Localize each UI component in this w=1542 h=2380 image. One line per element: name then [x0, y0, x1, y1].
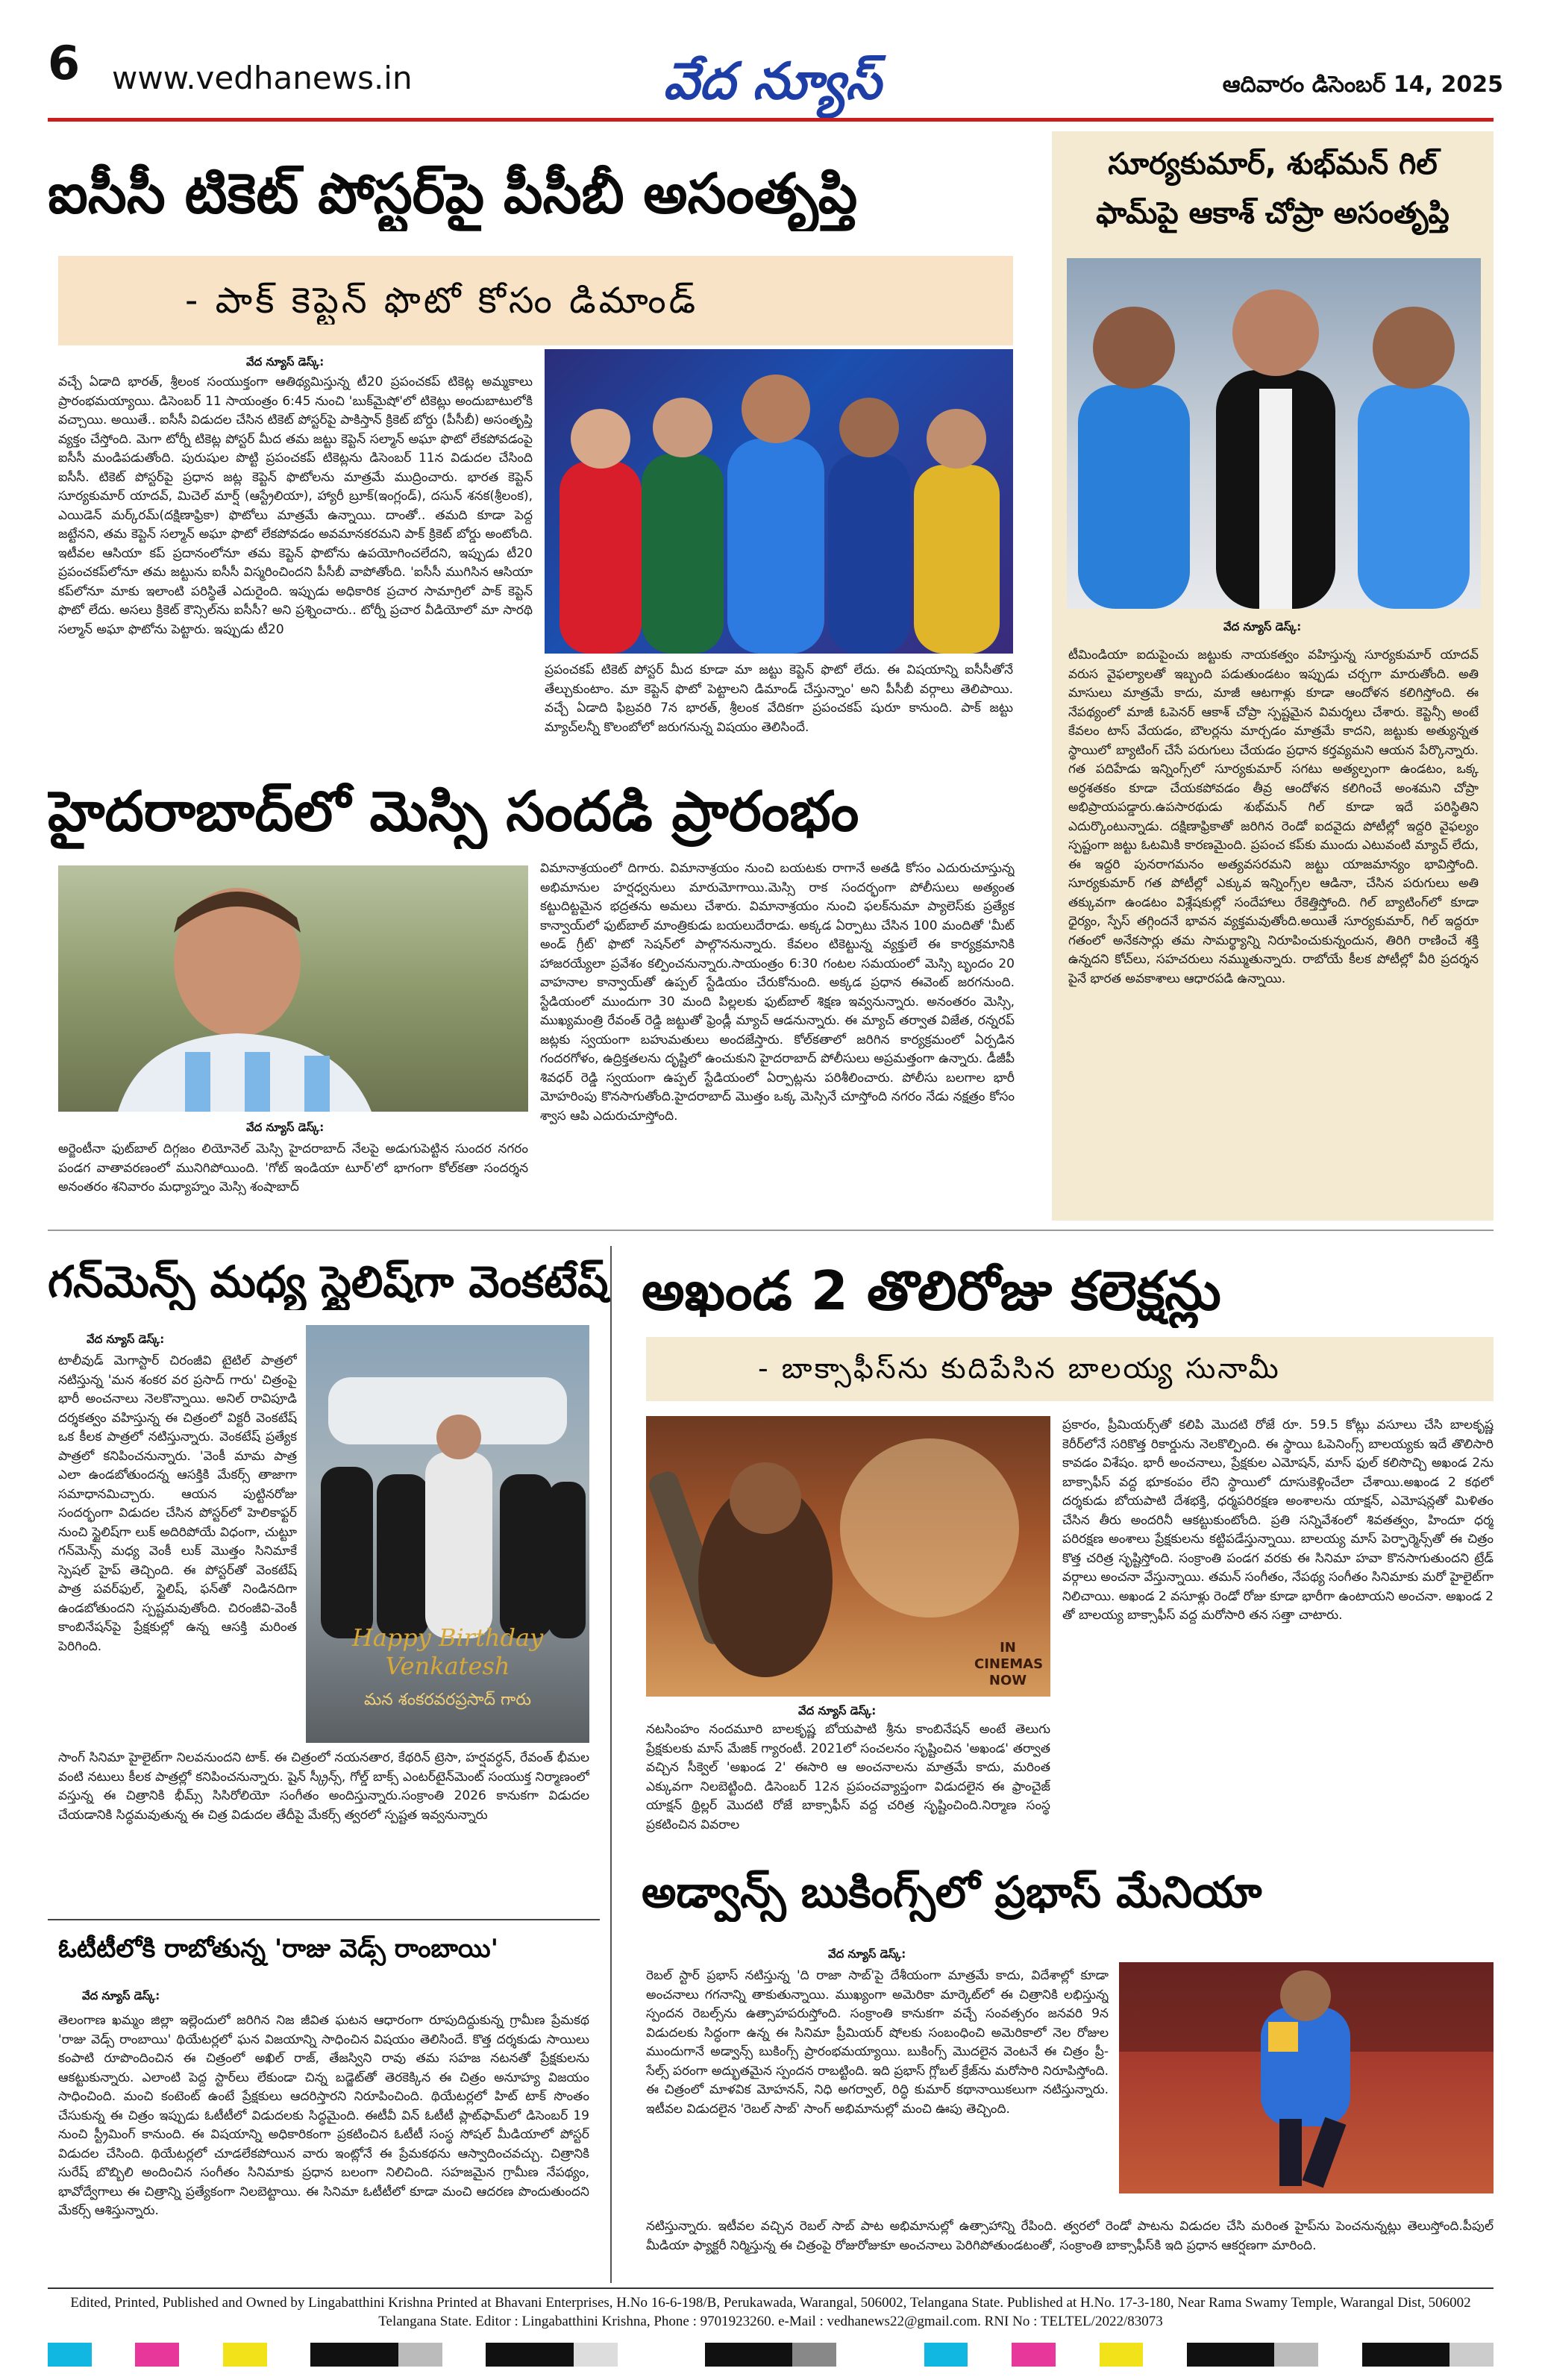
issue-date: ఆదివారం డిసెంబర్ 14, 2025: [1222, 72, 1503, 98]
story2-desk-credit: వేద న్యూస్ డెస్క్:: [246, 1121, 325, 1134]
story2-messi-photo: [58, 865, 528, 1112]
story2-headline: హైదరాబాద్‌లో మెస్సి సందడి ప్రారంభం: [48, 780, 859, 844]
footer-imprint: Edited, Printed, Published and Owned by Lingabatthini Krishna Printed at Bhavani Enterprises, H.No 16-6-198/B, Perukawada, Warangal, 506002, Telangana State. Published at H.No. 17-3-180, Near Rama Swamy Temple, Warangal Dist, 506002 Telangana State. Editor : Lingabatthini Krishna, Phone : 9701923260. e-Mail : vedhanews22@gmail.com. RNI No : TELTEL/2022/83073: [70, 2295, 1471, 2329]
story4-subheadline-box: [646, 1337, 1494, 1401]
story1-desk-credit: వేద న్యూస్ డెస్క్:: [246, 355, 325, 369]
poster-birthday-text: Happy Birthday Venkatesh: [351, 1623, 544, 1680]
sidebar-players-photo: [1067, 258, 1481, 609]
poster-in-cinemas: IN CINEMAS NOW: [974, 1640, 1044, 1688]
messi-illustration: [58, 865, 528, 1112]
story5-headline: ఓటీటీలోకి రాబోతున్న 'రాజు వెడ్స్ రాంబాయి': [58, 1934, 499, 1964]
story4-subheadline: - బాక్సాఫీస్‌ను కుదిపేసిన బాలయ్య సునామీ: [758, 1352, 1281, 1385]
story4-headline: అఖండ 2 తొలిరోజు కలెక్షన్లు: [642, 1259, 1221, 1322]
story1-headline: ఐసీసీ టికెట్ పోస్టర్‌పై పీసీబీ అసంతృప్తి: [48, 162, 858, 226]
story5-body: తెలంగాణ ఖమ్మం జిల్లా ఇల్లెందులో జరిగిన నిజ జీవిత ఘటన ఆధారంగా రూపుదిద్దుకున్న గ్రామీణ ప్రేమకథ 'రాజు వెడ్స్ రాంబాయి' థియేటర్లలో ఘన విజయాన్ని సాధించిన విషయం తెలిసిందే. కొత్త దర్శకుడు సాయిలు కంపాటి రూపొందించిన ఈ చిత్రంలో అఖిల్ రాజ్, తేజస్విని రావు తమ సహజ నటనతో ప్రేక్షకులను ఆకట్టుకున్నారు. ఎలాంటి పెద్ద స్టార్‌లు లేకుండా చిన్న బడ్జెట్‌తో తెరకెక్కిన ఈ చిత్రం అనూహ్య విజయం సాధించింది. మంచి కంటెంట్ ఉంటే ప్రేక్షకులు ఆదరిస్తారని నిరూపించింది. థియేటర్లలో హిట్ టాక్ సొంతం చేసుకున్న ఈ చిత్రం ఇప్పుడు ఓటీటీలో విడుదలకు సిద్ధమైంది. ఈటీవీ విన్ ఓటీటీ ప్లాట్‌ఫామ్‌లో డిసెంబర్ 19 నుంచి స్ట్రీమింగ్ కానుంది. ఈ విషయాన్ని అధికారికంగా ప్రకటించిన ఓటీటీ సంస్థ సోషల్ మీడియాలో పోస్టర్ విడుదల చేసింది. థియేటర్లలో చూడలేకపోయిన వారు ఇంట్లోనే ఈ ప్రేమకథను ఆస్వాదించవచ్చు. చిత్రానికి సురేష్ బొబ్బిలి అందించిన సంగీతం సినిమాకు ప్రధాన బలంగా నిలిచింది. సహజమైన గ్రామీణ నేపథ్యం, భావోద్వేగాలు ఈ చిత్రాన్ని ప్రత్యేకంగా నిలబెట్టాయి. ఈ సినిమా ఓటీటీలో కూడా మంచి ఆదరణ పొందుతుందని మేకర్స్ ఆశిస్తున్నారు.: [58, 2013, 589, 2218]
story2-body-left: అర్జెంటీనా ఫుట్‌బాల్ దిగ్గజం లియోనెల్ మెస్సి హైదరాబాద్ నేలపై అడుగుపెట్టిన సుందర నగరం పండగ వాతావరణంలో మునిగిపోయింది. 'గోట్ ఇండియా టూర్'లో భాగంగా కోల్‌కతా సందర్శన అనంతరం శనివారం మధ్యాహ్నం మెస్సి శంషాబాద్: [58, 1142, 528, 1194]
story3-headline: గన్‌మెన్స్ మధ్య స్టైలిష్‌గా వెంకటేష్: [48, 1256, 609, 1307]
story5-title-rule: [48, 1919, 600, 1920]
story2-body-right: విమానాశ్రయంలో దిగారు. విమానాశ్రయం నుంచి బయటకు రాగానే అతడి కోసం ఎదురుచూస్తున్న అభిమానుల హర్షధ్వనులు మారుమోగాయి.మెస్సి రాక సందర్భంగా పోలీసులు అత్యంత కట్టుదిట్టమైన భద్రతను అమలు చేశారు. విమానాశ్రయం నుంచి ఫలక్‌నుమా ప్యాలెస్‌కు ప్రత్యేక కాన్వాయ్‌లో ఫుట్‌బాల్ మాంత్రికుడు బయలుదేరాడు. అక్కడ ఏర్పాటు చేసిన 100 మందితో 'మీట్ అండ్ గ్రీట్' ఫొటో సెషన్‌లో పాల్గొననున్నారు. కేవలం టికెట్టున్న వ్యక్తులే ఈ కార్యక్రమానికి హాజరయ్యేలా ప్రవేశం కల్పించనున్నారు.సాయంత్రం 6:30 గంటల సమయంలో మెస్సి బృందం 20 వాహనాల కాన్వాయ్‌తో ఉప్పల్ స్టేడియం చేరుకోనుంది. అక్కడ ప్రధాన ఈవెంట్ జరగనుంది. స్టేడియంలో ముందుగా 30 మంది పిల్లలకు ఫుట్‌బాల్ శిక్షణ ఇవ్వనున్నారు. అనంతరం మెస్సి, ముఖ్యమంత్రి రేవంత్ రెడ్డి జట్టుతో ఫ్రెండ్లీ మ్యాచ్ ఆడనున్నారు. ఈ మ్యాచ్ తర్వాత విజేత, రన్నరప్ జట్లకు స్వయంగా బహుమతులు అందజేస్తారు. కోల్‌కతాలో జరిగిన కార్యక్రమంలో ఏర్పడిన గందరగోళం, ఉద్రిక్తతలను దృష్టిలో ఉంచుకుని హైదరాబాద్ పోలీసులు అప్రమత్తంగా ఉన్నారు. డీజీపీ శివధర్ రెడ్డి స్వయంగా ఉప్పల్ స్టేడియంలో ఏర్పాట్లను పరిశీలించారు. పోలీసు బలగాల భారీ మోహరింపు కొనసాగుతోంది.హైదరాబాద్ మొత్తం ఒక్క మెస్సినే చూస్తోంది నగరం నేడు నక్షత్రం కోసం శ్వాస ఆపి ఎదురుచూస్తోంది.: [540, 861, 1015, 1124]
sidebar-desk-credit: వేద న్యూస్ డెస్క్:: [1223, 620, 1302, 633]
page-number: 6: [48, 36, 81, 90]
sidebar-body: టీమిండియా ఐదుపైంచు జట్టుకు నాయకత్వం వహిస్తున్న సూర్యకుమార్ యాదవ్ వరుస వైఫల్యాలతో ఇబ్బంది పడుతుండటం ఇప్పుడు చర్చగా మారుతోంది. అతి మాసులు మాత్రమే కాదు, మాజీ ఆటగాళ్లు కూడా ఆందోళన కలిగిస్తోంది. ఈ నేపథ్యంలో మాజీ ఓపెనర్ ఆకాశ్ చోప్రా స్పష్టమైన విమర్శలు చేశారు. కెప్టెన్సీ అంటే కేవలం టాస్ వేయడం, బౌలర్లను మార్చడం మాత్రమే కాదని, జట్టుకు అత్యున్నత స్థాయిలో బ్యాటింగ్ చేసే పరుగులు చేయడం ప్రధాన కర్తవ్యమని ఆయన పేర్కొన్నారు. గత పదిహేడు ఇన్నింగ్స్‌లో సూర్యకుమార్ సగటు అత్యల్పంగా ఉండటం, ఒక్క అర్ధశతకం కూడా చేయకపోవడం తీవ్ర ఆందోళన కలిగించే అంశమని చోప్రా అభిప్రాయపడ్డారు.ఉపసారథుడు శుభ్‌మన్ గిల్ కూడా ఇదే పరిస్థితిని ఎదుర్కొంటున్నాడు. దక్షిణాఫ్రికాతో జరిగిన రెండో ఐదవైదు పోటీల్లో ఇద్దరి వైఫల్యం స్పష్టంగా జట్టు ఓటమికి కారణమైంది. ప్రపంచ కప్‌కు ముందు ఎటువంటి మ్యాచ్ లేదు, ఈ ఇద్దరి పునరాగమనం అత్యవసరమని జట్టు యాజమాన్యం భావిస్తోంది. సూర్యకుమార్ గత పోటీల్లో ఎక్కువ ఇన్నింగ్స్‌ల ఆడినా, చేసిన పరుగులు అతి తక్కువగా ఉండటం విశ్లేషకుల్లో సందేహాలు రేకెత్తిస్తోంది. గిల్ బ్యాటింగ్‌లో కూడా ధైర్యం, స్పేస్ తగ్గిందనే భావన వ్యక్తమవుతోంది.అయితే సూర్యకుమార్, గిల్ ఇద్దరూ గతంలో అనేకసార్లు తమ సామర్థ్యాన్ని నిరూపించుకున్నందున, తిరిగి రాణించే శక్తి ఉన్నదని కోచ్‌లు, సహచరులు నమ్ముతున్నారు. రాబోయే కీలక పోటీల్లో వీరి ప్రదర్శన పైనే భారత అవకాశాలు ఆధారపడి ఉన్నాయి.: [1068, 648, 1479, 986]
story1-body-left: వచ్చే ఏడాది భారత్, శ్రీలంక సంయుక్తంగా ఆతిథ్యమిస్తున్న టీ20 ప్రపంచకప్ టికెట్ల అమ్మకాలు ప్రారంభమయ్యాయి. డిసెంబర్ 11 సాయంత్రం 6:45 నుంచి 'బుక్‌మైషో'లో టికెట్లు అందుబాటులోకి వచ్చాయి. అయితే.. ఐసీసీ విడుదల చేసిన టికెట్ పోస్టర్‌పై పాకిస్తాన్ క్రికెట్ బోర్డు (పీసీబీ) అసంతృప్తి వ్యక్తం చేస్తోంది. మెగా టోర్నీ టికెట్ల పోస్టర్ మీద తమ జట్టు కెప్టెన్ సల్మాన్ అఘా ఫొటో లేకపోవడంపై ఐసీసీ మండిపడుతోంది. పురుషుల పొట్టి ప్రపంచకప్ టికెట్లను డిసెంబర్ 11న విడుదల చేసింది ఐసీసీ. టికెట్ పోస్టర్‌పై ప్రధాన జట్ల కెప్టెన్ ఫొటోలను మాత్రమే ముద్రించారు. భారత కెప్టెన్ సూర్యకుమార్ యాదవ్, మిచెల్ మార్ష్ (ఆస్ట్రేలియా), హ్యారీ బ్రూక్(ఇంగ్లండ్), దసున్ శనక(శ్రీలంక), ఎయిడెన్ మర్క్‌రమ్(దక్షిణాఫ్రికా) ఫొటోలు మాత్రమే ఉన్నాయి. దాంతో.. తమది కూడా పెద్ద జట్టేనని, తమ కెప్టెన్ సల్మాన్ అఘా ఫొటో లేకపోవడం అవమానకరమని పాక్ క్రికెట్ బోర్డు అంటోంది. ఇటీవల ఆసియా కప్ ప్రదానంలోనూ తమ కెప్టెన్ ఫొటోను ఉపయోగించలేదని, ఇప్పుడు టీ20 ప్రపంచకప్‌లోనూ తమ జట్టును ఐసీసీ విస్మరించిందని పీసీబీ వాపోతోంది. 'ఐసీసీ ముగిసిన ఆసియా కప్‌లోనూ మాకు ఇలాంటి పరిస్థితే ఎదురైంది. ఇప్పుడు అధికారిక ప్రచార సామాగ్రిలో పాక్ కెప్టెన్ ఫొటో లేదు. అసలు క్రికెట్ కౌన్సిల్‌ను ఐసీసీ? అని ప్రశ్నించారు.. టోర్నీ ప్రచార వీడియోలో మా సారథి సల్మాన్ అఘా ఫొటోను పెట్టారు. ఇప్పుడు టీ20: [58, 375, 533, 637]
captains-illustration: [545, 349, 1013, 654]
story4-body-bottom: నటసింహం నందమూరి బాలకృష్ణ బోయపాటి శ్రీను కాంబినేషన్ అంటే తెలుగు ప్రేక్షకులకు మాస్ మేజిక్ గ్యారంటీ. 2021లో సంచలనం సృష్టించిన 'అఖండ' తర్వాత వచ్చిన సీక్వెల్ 'అఖండ 2' ఈసారి ఆ అంచనాలను మాత్రమే కాదు, మరింత ఎక్కువగా నిలబెట్టింది. డిసెంబర్ 12న ప్రపంచవ్యాప్తంగా విడుదలైన ఈ ఫ్రాంచైజ్ యాక్షన్ థ్రిల్లర్ మొదటి రోజే బాక్సాఫీస్ వద్ద చరిత్ర సృష్టించింది.నిర్మాణ సంస్థ ప్రకటించిన వివరాల: [646, 1722, 1050, 1832]
story4-body-right: ప్రకారం, ప్రీమియర్స్‌తో కలిపి మొదటి రోజే రూ. 59.5 కోట్లు వసూలు చేసి బాలకృష్ణ కెరీర్‌లోనే సరికొత్త రికార్డును నెలకొల్పింది. ఈ స్థాయి ఓపెనింగ్స్ బాలయ్యకు ఇదే తొలిసారి కావడం విశేషం. భారీ అంచనాలు, ప్రేక్షకుల ఎమోషన్, మాస్ ఫుల్ కలిసొచ్చి అఖండ 2ను బాక్సాఫీస్ వద్ద భూకంపం లేని స్థాయిలో దూసుకెళ్లించేలా చేశాయి.అఖండ 2 కథలో దర్శకుడు బోయపాటి దేశభక్తి, ధర్మపరిరక్షణ అంశాలను యాక్షన్, ఎమోషన్లతో మిళితం చేసిన తీరు అందరినీ ఆకట్టుకుంటోంది. ప్రతి సన్నివేశంలో శివతత్వం, హిందూ ధర్మ పరిరక్షణ అంశాలు ప్రేక్షకులను కట్టిపడేస్తున్నాయి. బాలయ్య మాస్ పెర్ఫార్మెన్స్‌తో ఈ చిత్రం కొత్త చరిత్ర సృష్టిస్తోంది. సంక్రాంతి పండగ వరకు ఈ సినిమా హవా కొనసాగుతుందని ట్రేడ్ వర్గాలు అంచనా వేస్తున్నాయి. తమన్ సంగీతం, నేపథ్య సంగీతం సినిమాకు మరో హైలైట్‌గా నిలిచాయి. అఖండ 2 వసూళ్లు రెండో రోజు కూడా భారీగా ఉంటాయని అంచనా. అఖండ 2 తో బాలయ్య బాక్సాఫీస్ వద్ద మరోసారి తన సత్తా చాటారు.: [1062, 1418, 1494, 1623]
players-illustration: [1067, 258, 1481, 609]
story1-subheadline: - పాక్ కెప్టెన్ ఫొటో కోసం డిమాండ్: [185, 280, 699, 322]
story6-headline: అడ్వాన్స్ బుకింగ్స్‌లో ప్రభాస్ మేనియా: [642, 1867, 1262, 1917]
print-registration-strip: [48, 2343, 1494, 2367]
story3-body-bottom: సాంగ్ సినిమా హైలైట్‌గా నిలవనుందని టాక్. ఈ చిత్రంలో నయనతార, కేథరిన్ ట్రెసా, హర్షవర్ధన్, రేవంత్ భీమల వంటి నటులు కీలక పాత్రల్లో కనిపించనున్నారు. షైన్ స్క్రీన్స్, గోల్డ్ బాక్స్ ఎంటర్‌టైన్‌మెంట్ సంయుక్త నిర్మాణంలో వస్తున్న ఈ చిత్రానికి భీమ్స్ సిసిరోలియో సంగీతం అందిస్తున్నారు.సంక్రాంతి 2026 కానుకగా విడుదల చేయడానికి సిద్ధమవుతున్న ఈ చిత్ర విడుదల తేదీపై మేకర్స్ త్వరలో స్పష్టత ఇవ్వనున్నారు: [58, 1750, 589, 1823]
section-divider: [48, 1230, 1494, 1231]
story3-body-left: టాలీవుడ్ మెగాస్టార్ చిరంజీవి టైటిల్ పాత్రలో నటిస్తున్న 'మన శంకర వర ప్రసాద్ గారు' చిత్రంపై భారీ అంచనాలు నెలకొన్నాయి. అనిల్ రావిపూడి దర్శకత్వం వహిస్తున్న ఈ చిత్రంలో విక్టరీ వెంకటేష్ ఒక కీలక పాత్రలో నటిస్తున్నారు. వెంకటేష్ ప్రత్యేక పాత్రలో కనిపించనున్నారు. 'వెంకీ మామ పాత్ర ఎలా ఉండబోతుందన్న ఆసక్తికి మేకర్స్ తాజాగా సమాధానమిచ్చారు. ఆయన పుట్టినరోజు సందర్భంగా విడుదల చేసిన పోస్టర్‌లో హెలికాఫ్టర్ నుంచి స్టైలిష్‌గా లుక్ అదిరిపోయే విధంగా, చుట్టూ గన్‌మెన్స్ మధ్య వెంకీ లుక్ మొత్తం సినిమాకే స్పెషల్ హైప్ తెచ్చింది. ఈ పోస్టర్‌తో వెంకటేష్ పాత్ర పవర్‌ఫుల్, స్టైలిష్, ఫన్‌తో నిండినదిగా ఉండబోతుందని స్పష్టమవుతోంది. చిరంజీవి-వెంకీ కాంబినేషన్‌పై ప్రేక్షకుల్లో ఉన్న ఆసక్తి మరింత పెరిగింది.: [58, 1353, 297, 1654]
story5-desk-credit: వేద న్యూస్ డెస్క్:: [82, 1989, 160, 2002]
story1-subheadline-box: [58, 256, 1013, 345]
story1-body-right: ప్రపంచకప్ టికెట్ పోస్టర్ మీద కూడా మా జట్టు కెప్టెన్ ఫొటో లేదు. ఈ విషయాన్ని ఐసీసీతోనే తేల్చుకుంటాం. మా కెప్టెన్ ఫొటో పెట్టాలని డిమాండ్ చేస్తున్నాం' అని పీసీబీ వర్గాలు తెలిపాయి. వచ్చే ఏడాది ఫిబ్రవరి 7న భారత్, శ్రీలంక వేదికగా ప్రపంచకప్ షురూ కానుంది. పాక్ జట్టు మ్యాచ్‌లన్నీ కొలంబోలో జరుగనున్న విషయం తెలిసిందే.: [545, 663, 1013, 735]
story4-desk-credit: వేద న్యూస్ డెస్క్:: [798, 1704, 877, 1717]
story6-desk-credit: వేద న్యూస్ డెస్క్:: [828, 1947, 906, 1961]
story3-desk-credit: వేద న్యూస్ డెస్క్:: [87, 1333, 165, 1346]
sidebar-headline-line1: సూర్యకుమార్, శుభ్‌మన్ గిల్: [1108, 147, 1438, 181]
sidebar-panel: [1052, 131, 1494, 1221]
bottom-column-divider: [610, 1246, 612, 2283]
poster-film-title: మన శంకరవరప్రసాద్ గారు: [364, 1691, 531, 1709]
masthead-logo: వేద న్యూస్: [662, 52, 882, 111]
story3-venkatesh-poster: [306, 1325, 589, 1743]
footer-rule: [48, 2287, 1494, 2289]
prabhas-illustration: [1119, 1962, 1494, 2193]
venkatesh-illustration: [306, 1325, 589, 1743]
story1-captains-photo: [545, 349, 1013, 654]
sidebar-headline-line2: ఫామ్‌పై ఆకాశ్ చోప్రా అసంతృప్తి: [1096, 196, 1449, 231]
story6-body-bottom: నటిస్తున్నారు. ఇటీవల వచ్చిన రెబల్ సాబ్ పాట అభిమానుల్లో ఉత్సాహాన్ని రేపింది. త్వరలో రెండో పాటను విడుదల చేసి మరింత హైప్‌ను పెంచనున్నట్లు తెలుస్తోంది.పీపుల్ మీడియా ఫ్యాక్టరీ నిర్మిస్తున్న ఈ చిత్రంపై రోజురోజుకూ అంచనాలు పెరిగిపోతుండటంతో, సంక్రాంతి బాక్సాఫీస్‌కి ఇది ప్రధాన ఆకర్షణగా మారింది.: [646, 2219, 1494, 2253]
website-url[interactable]: www.vedhanews.in: [112, 60, 413, 96]
story6-body-left: రెబల్ స్టార్ ప్రభాస్ నటిస్తున్న 'ది రాజా సాబ్'పై దేశీయంగా మాత్రమే కాదు, విదేశాల్లో కూడా అంచనాలు గగనాన్ని తాకుతున్నాయి. ముఖ్యంగా అమెరికా మార్కెట్‌లో ఈ చిత్రానికి లభిస్తున్న స్పందన రెబల్స్‌ను ఉత్సాహపరుస్తోంది. సంక్రాంతి కానుకగా వచ్చే సంవత్సరం జనవరి 9న విడుదలకు సిద్ధంగా ఉన్న ఈ సినిమా ప్రీమియర్ షోలకు సంబంధించి అమెరికాలో నెల రోజుల ముందుగానే అడ్వాన్స్ బుకింగ్స్ ప్రారంభమయ్యాయి. బుకింగ్స్ మొదలైన వెంటనే ఈ చిత్రం ప్రీ-సేల్స్ పరంగా అద్భుతమైన స్పందన రాబట్టింది. ఇది ప్రభాస్ గ్లోబల్ క్రేజ్‌ను మరోసారి నిరూపిస్తోంది. ఈ చిత్రంలో మాళవిక మోహనన్, నిధి అగర్వాల్, రిద్ధి కుమార్ కథానాయికలుగా నటిస్తున్నారు. ఇటీవల విడుదలైన 'రెబల్ సాబ్' సాంగ్ అభిమానుల్లో మంచి ఊపు తెచ్చింది.: [646, 1968, 1109, 2117]
story4-akhanda-poster: [646, 1416, 1050, 1697]
story6-prabhas-photo: [1119, 1962, 1494, 2193]
header-rule: [48, 118, 1494, 122]
